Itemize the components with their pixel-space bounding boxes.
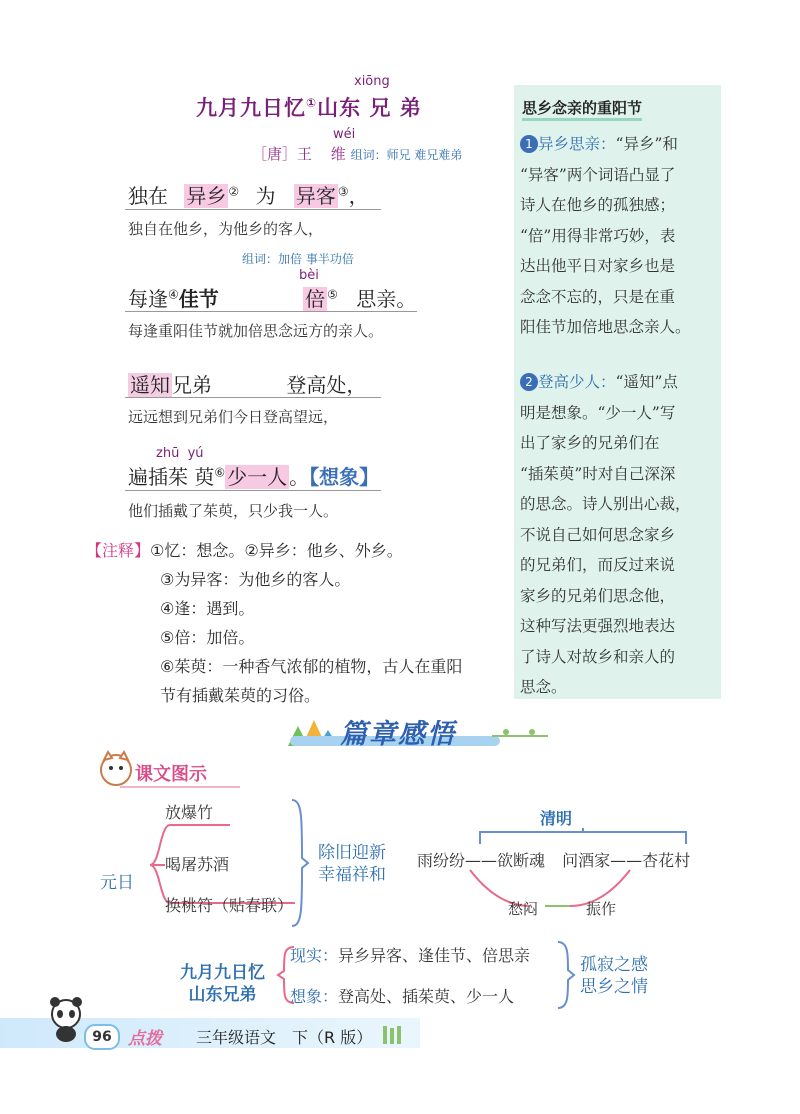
map2-title: 清明 (540, 809, 573, 828)
para2-line6: 不说自己如何思念家乡 (520, 525, 676, 544)
note-line-1: ①忆：想念。②异乡：他乡、外乡。 (150, 541, 403, 560)
author-dynasty: ［唐］王 (252, 145, 313, 163)
para2-line9: 这种写法更强烈地表达 (520, 617, 676, 635)
poem-title (196, 92, 422, 122)
line1-e: ， (348, 184, 369, 208)
map2-right-1: 欲断魂 (497, 851, 546, 870)
translation-1: 独自在他乡，为他乡的客人， (128, 220, 324, 238)
rule-4 (125, 490, 381, 491)
page-number: 96 (84, 1024, 120, 1050)
sprout-icon (492, 724, 548, 744)
poem-line-4 (128, 461, 379, 490)
map3-result-line1: 孤寂之感 (580, 955, 648, 975)
note-line-6: 节有插戴茱萸的习俗。 (160, 686, 321, 705)
map2-right-2: 杏花村 (642, 851, 691, 870)
poem-line-2 (128, 283, 416, 312)
para2-line10: 了诗人对故乡和亲人的 (520, 647, 676, 666)
para1-line6: 念念不忘的，只是在重 (520, 287, 676, 306)
line1-d: 异客 (295, 184, 336, 208)
line1-a: 独在 (128, 184, 168, 208)
line2-pinyin: bèi (299, 268, 319, 283)
note-line-2: ③为异客：为他乡的客人。 (160, 570, 351, 589)
poem-title-note: ① (306, 96, 318, 110)
para2-line3: 出了家乡的兄弟们在 (520, 434, 660, 452)
line4-b: 萸 (194, 465, 215, 489)
map1-root: 元日 (100, 873, 134, 893)
para1-line4: “倍”用得非常巧妙，表 (520, 226, 676, 245)
para1-line5: 达出他平日对家乡也是 (520, 257, 676, 275)
para1-line1: “异乡”和 (615, 135, 678, 153)
line4-d: 。 (289, 465, 310, 489)
sidebar-para-2 (520, 367, 715, 703)
line2-c: 倍 (305, 287, 326, 311)
map3-result-line2: 思乡之情 (580, 977, 648, 997)
book-title: 三年级语文 下（R 版） (196, 1028, 373, 1047)
map3-imag-text: 登高处、插茱萸、少一人 (338, 987, 515, 1006)
line3-a: 遥知 (130, 373, 170, 397)
poem-line-1 (128, 180, 369, 209)
rule-2 (125, 311, 417, 312)
line2-a: 每逢 (128, 287, 168, 311)
author-pinyin: wéi (333, 127, 356, 142)
map2-left-2: 问酒家 (562, 851, 611, 870)
line1-b: 异乡 (186, 184, 227, 208)
line2-a-note: ④ (168, 287, 179, 302)
map2-bottom-left: 愁闷 (508, 900, 539, 918)
panda-mascot-icon (44, 994, 88, 1044)
sidebar-title: 思乡念亲的重阳节 (522, 97, 642, 121)
map3-imag (290, 984, 514, 1007)
para2-head: 登高少人： (538, 373, 616, 391)
number-badge-1: 1 (520, 135, 538, 153)
poem-title-rest: 山东 兄 弟 (317, 96, 422, 120)
map3-real (290, 943, 530, 966)
line4-c: 少一人 (227, 465, 288, 489)
line3-c: 登高处， (286, 373, 367, 397)
rule-1 (125, 209, 381, 210)
imagination-tag: 【想象】 (309, 465, 380, 489)
line1-d-note: ③ (337, 184, 349, 199)
map1-branch-1: 放爆竹 (165, 803, 214, 822)
sidebar-para-1 (520, 129, 715, 343)
section-title: 篇章感悟 (340, 719, 456, 750)
map3-root-line2: 山东兄弟 (188, 985, 257, 1005)
subhead-underline (120, 786, 240, 788)
para2-line4: “插茱萸”时对自己深深 (520, 464, 676, 483)
number-badge-2: 2 (520, 373, 538, 391)
notes-label: 【注释】 (86, 541, 151, 560)
map1-summary-line2: 幸福祥和 (318, 865, 386, 885)
line1-c: 为 (255, 184, 276, 208)
poem-title-main: 九月九日忆 (196, 96, 306, 120)
map1-summary (318, 842, 386, 886)
map3-root-line1: 九月九日忆 (180, 963, 265, 983)
para2-line2: 明是想象。“少一人”写 (520, 403, 676, 422)
para2-line11: 思念。 (520, 678, 567, 696)
line1-b-note: ② (228, 184, 240, 199)
brand-logo: 点拨 (128, 1029, 162, 1049)
map2-dash-2: —— (610, 851, 643, 870)
line3-b: 兄弟 (172, 373, 212, 397)
rule-3 (125, 397, 381, 398)
para1-head: 异乡思亲： (538, 135, 616, 153)
map2-brace (478, 826, 688, 846)
map3-root (180, 962, 265, 1006)
para2-line1: “遥知”点 (615, 373, 678, 391)
para1-line7: 阳佳节加倍地思念亲人。 (520, 318, 691, 336)
map3-brace (556, 940, 576, 1010)
map1-summary-line1: 除旧迎新 (318, 843, 386, 863)
diagram-subhead: 课文图示 (135, 764, 207, 785)
notes-block (86, 536, 462, 710)
para1-line2: “异客”两个词语凸显了 (520, 165, 676, 184)
map3-imag-label: 想象： (290, 987, 339, 1006)
line2-b: 佳节 (178, 287, 219, 311)
note-line-4: ⑤倍：加倍。 (160, 628, 255, 647)
translation-2: 每逢重阳佳节就加倍思念远方的亲人。 (128, 322, 384, 340)
cat-mascot-icon (96, 748, 136, 788)
title-pinyin: xiōng (354, 74, 390, 89)
para1-line3: 诗人在他乡的孤独感； (520, 196, 676, 214)
para2-line5: 的思念。诗人别出心裁， (520, 495, 691, 513)
poem-line-3 (128, 369, 366, 398)
line4-pinyin: zhū yú (156, 446, 204, 461)
line2-c-note: ⑤ (327, 287, 338, 302)
map2-dash-1: —— (465, 851, 498, 870)
para2-line8: 家乡的兄弟们思念他， (520, 586, 676, 605)
map2-left-1: 雨纷纷 (417, 851, 466, 870)
author-name2: 维 (330, 145, 346, 163)
para2-line7: 的兄弟们，而反过来说 (520, 556, 676, 574)
map1-branch-3: 换桃符（贴春联） (165, 896, 294, 915)
line4-b-note: ⑥ (214, 465, 226, 480)
poem-author (252, 143, 462, 164)
bamboo-icon (380, 1024, 404, 1046)
note-line-3: ④逢：遇到。 (160, 599, 255, 618)
map2-bottom-right: 振作 (586, 900, 617, 918)
line2-d: 思亲。 (356, 287, 417, 311)
note-line-5: ⑥茱萸：一种香气浓郁的植物，古人在重阳 (160, 657, 463, 676)
author-zuci: 组词：师兄 难兄难弟 (350, 148, 463, 162)
line4-a: 遍插茱 (128, 465, 188, 489)
map3-real-text: 异乡异客、逢佳节、倍思亲 (338, 946, 531, 965)
map1-branch-2: 喝屠苏酒 (165, 855, 230, 874)
map3-real-label: 现实： (290, 946, 339, 965)
zuci-2: 组词：加倍 事半功倍 (242, 252, 354, 266)
translation-3: 远远想到兄弟们今日登高望远， (128, 408, 339, 426)
map3-result (580, 954, 648, 998)
translation-4: 他们插戴了茱萸，只少我一人。 (128, 502, 339, 520)
